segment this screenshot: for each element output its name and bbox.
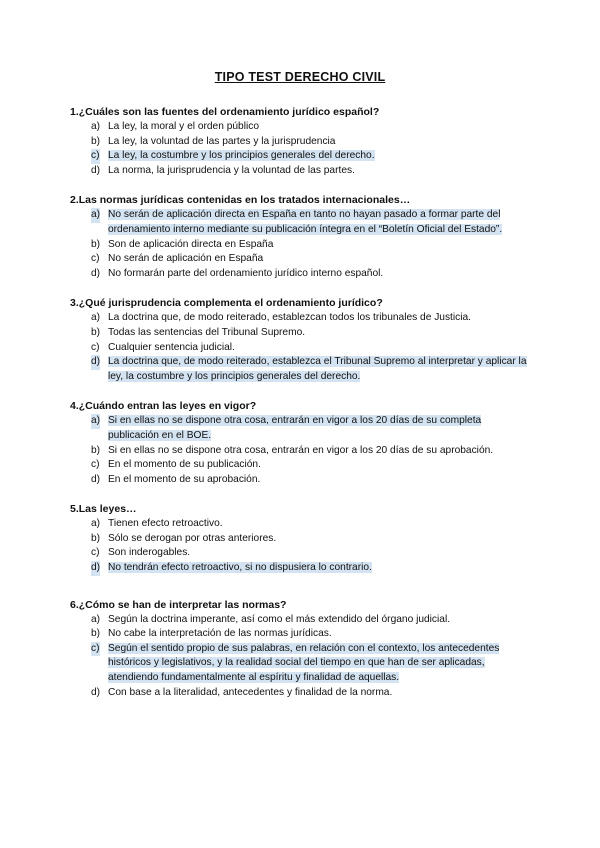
option-text: Son inderogables.: [108, 547, 191, 559]
option-text: La norma, la jurisprudencia y la voluntad de las partes.: [108, 164, 355, 176]
option-c: [70, 252, 530, 267]
option-text: No tendrán efecto retroactivo, si no dispusiera lo contrario.: [108, 562, 372, 574]
option-letter: d): [91, 355, 100, 370]
option-letter: b): [91, 238, 101, 250]
option-d-highlighted: [70, 561, 530, 576]
option-letter: d): [91, 473, 101, 485]
option-letter: b): [91, 326, 101, 338]
option-text: La ley, la costumbre y los principios generales del derecho.: [108, 150, 375, 162]
question-heading: 4.¿Cuándo entran las leyes en vigor?: [70, 400, 257, 413]
options-list: [70, 517, 530, 575]
option-c: [70, 341, 530, 356]
option-text: Según el sentido propio de sus palabras, en relación con el contexto, los antecedentes históricos y legislativos, y la realidad social del tiempo en que han de ser aplicadas, atendiendo fundamentalmente al espíritu y finalidad de aquellas.: [108, 642, 500, 684]
option-text: Con base a la literalidad, antecedentes y finalidad de la norma.: [108, 686, 393, 698]
option-letter: c): [91, 459, 100, 471]
option-c-highlighted: [70, 149, 530, 164]
option-letter: d): [91, 164, 101, 176]
question-heading: 2.Las normas jurídicas contenidas en los tratados internacionales…: [70, 194, 411, 207]
option-text: En el momento de su aprobación.: [108, 473, 261, 485]
question-2: [70, 193, 530, 281]
option-d: [70, 164, 530, 179]
option-letter: b): [91, 532, 101, 544]
option-a: [70, 613, 530, 628]
document-title: TIPO TEST DERECHO CIVIL: [214, 70, 386, 84]
option-letter: a): [91, 414, 100, 429]
option-text: Son de aplicación directa en España: [108, 238, 274, 250]
option-text: No serán de aplicación en España: [108, 253, 264, 265]
options-list: [70, 120, 530, 178]
option-letter: c): [91, 341, 100, 353]
option-d: [70, 686, 530, 701]
option-letter: a): [91, 121, 101, 132]
option-text: En el momento de su publicación.: [108, 459, 261, 471]
option-a: [70, 517, 530, 532]
question-heading: 3.¿Qué jurisprudencia complementa el ordenamiento jurídico?: [70, 297, 383, 310]
question-6: [70, 598, 530, 701]
option-letter: d): [91, 561, 100, 576]
option-d: [70, 267, 530, 282]
option-text: Si en ellas no se dispone otra cosa, entrarán en vigor a los 20 días de su aprobación.: [108, 444, 494, 456]
question-heading: 6.¿Cómo se han de interpretar las normas?: [70, 598, 287, 611]
option-a-highlighted: [70, 414, 530, 443]
question-1: [70, 105, 530, 178]
option-text: La doctrina que, de modo reiterado, establezcan todos los tribunales de Justicia.: [108, 312, 472, 324]
option-letter: b): [91, 135, 101, 147]
option-text: No cabe la interpretación de las normas jurídicas.: [108, 628, 332, 640]
option-text: Todas las sentencias del Tribunal Supremo.: [108, 326, 306, 338]
option-text: No formarán parte del ordenamiento jurídico interno español.: [108, 267, 384, 279]
option-a: [70, 120, 530, 135]
option-letter: d): [91, 686, 101, 698]
option-text: La doctrina que, de modo reiterado, establezca el Tribunal Supremo al interpretar y aplicar la ley, la costumbre y los principios generales del derecho.: [108, 356, 527, 382]
option-letter: a): [91, 518, 101, 530]
option-b: [70, 326, 530, 341]
option-text: La ley, la moral y el orden público: [108, 121, 260, 132]
option-text: No serán de aplicación directa en España en tanto no hayan pasado a formar parte del ordenamiento interno mediante su publicación íntegra en el “Boletín Oficial del Estado”.: [108, 209, 503, 235]
option-letter: a): [91, 613, 101, 625]
options-list: [70, 613, 530, 701]
option-text: Sólo se derogan por otras anteriores.: [108, 532, 277, 544]
option-a: [70, 311, 530, 326]
option-letter: c): [91, 149, 100, 164]
question-5: [70, 502, 530, 575]
option-letter: a): [91, 208, 100, 223]
option-b: [70, 532, 530, 547]
option-text: La ley, la voluntad de las partes y la jurisprudencia: [108, 135, 336, 147]
option-d: [70, 473, 530, 488]
option-letter: a): [91, 312, 101, 324]
question-heading: 1.¿Cuáles son las fuentes del ordenamiento jurídico español?: [70, 106, 380, 118]
option-c: [70, 458, 530, 473]
options-list: [70, 311, 530, 384]
option-letter: d): [91, 267, 101, 279]
option-letter: b): [91, 444, 101, 456]
options-list: [70, 414, 530, 487]
option-b: [70, 444, 530, 459]
options-list: [70, 208, 530, 281]
option-text: Si en ellas no se dispone otra cosa, entrarán en vigor a los 20 días de su completa publicación en el BOE.: [108, 415, 482, 441]
option-letter: c): [91, 547, 100, 559]
option-d-highlighted: [70, 355, 530, 384]
option-letter: c): [91, 642, 100, 657]
option-b: [70, 627, 530, 642]
option-letter: b): [91, 628, 101, 640]
option-b: [70, 238, 530, 253]
option-a-highlighted: [70, 208, 530, 237]
option-text: Cualquier sentencia judicial.: [108, 341, 235, 353]
question-heading: 5.Las leyes…: [70, 503, 137, 516]
option-c-highlighted: [70, 642, 530, 686]
question-3: [70, 296, 530, 384]
question-4: [70, 399, 530, 487]
option-letter: c): [91, 253, 100, 265]
option-text: Tienen efecto retroactivo.: [108, 518, 223, 530]
option-c: [70, 546, 530, 561]
questions-list: [70, 105, 530, 715]
option-text: Según la doctrina imperante, así como el más extendido del órgano judicial.: [108, 613, 451, 625]
option-b: [70, 135, 530, 150]
